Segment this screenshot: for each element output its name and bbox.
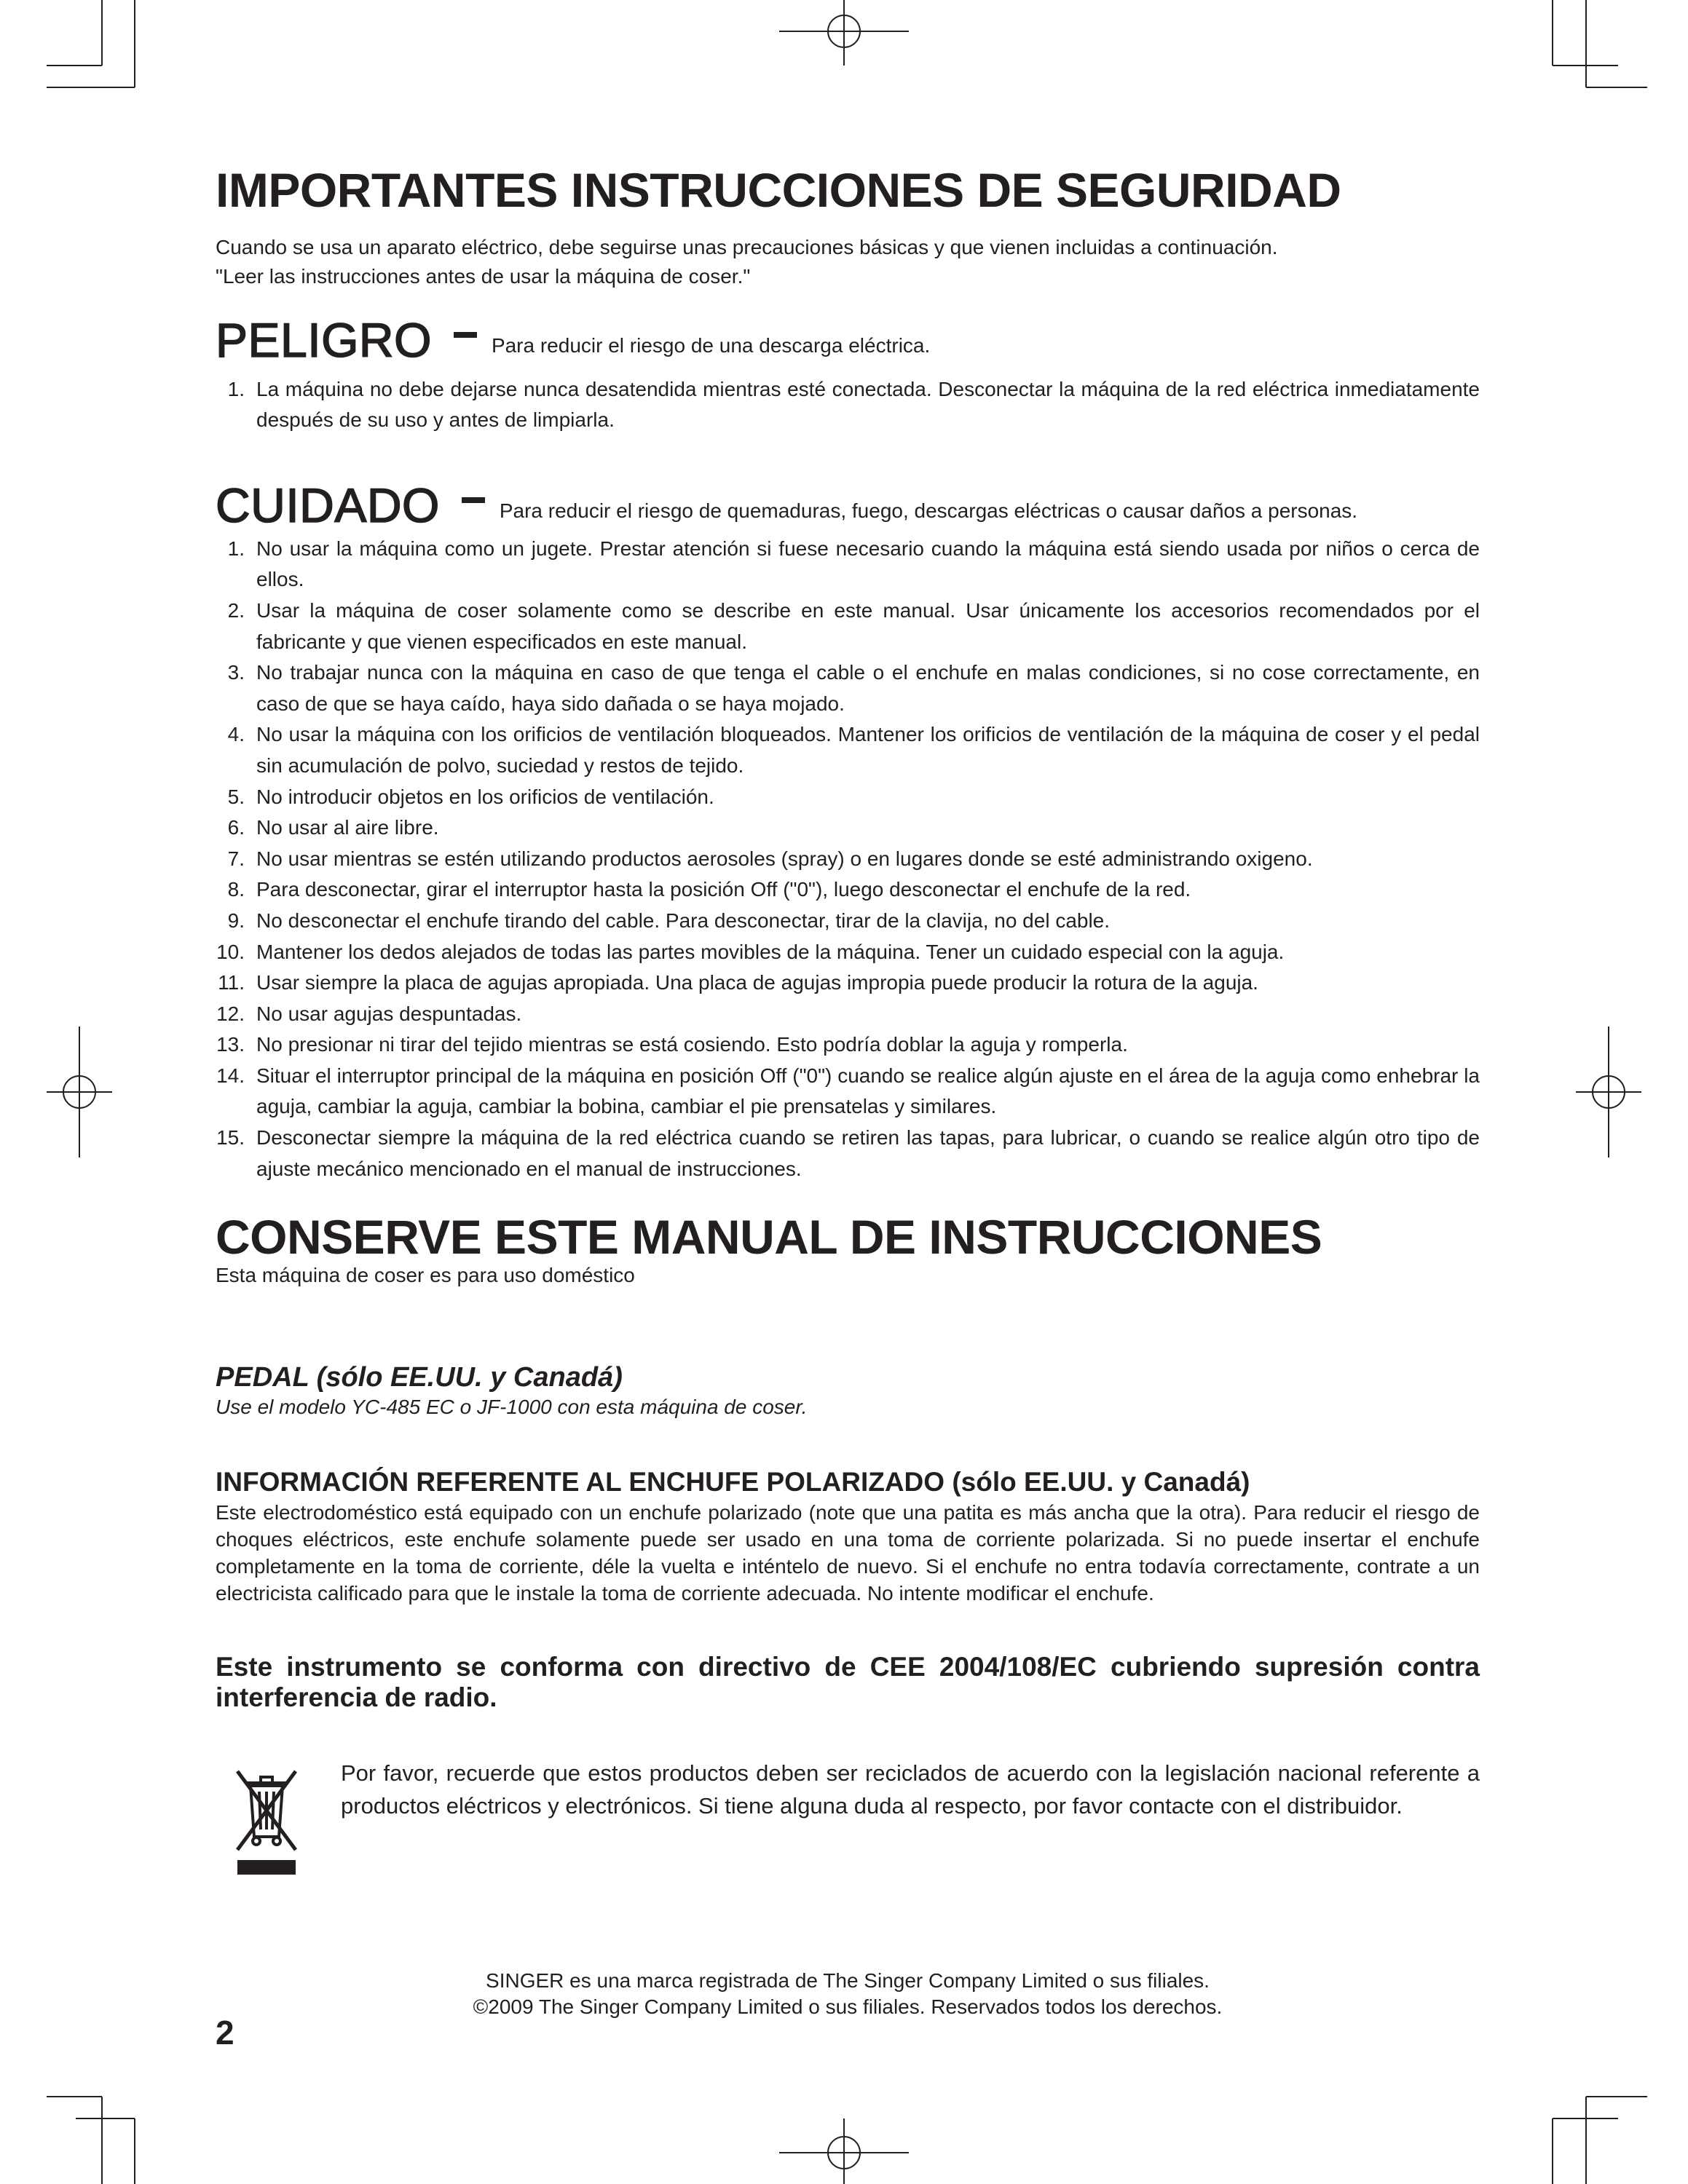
list-item-number: 6. [227, 816, 245, 839]
list-item-number: 7. [227, 847, 245, 870]
list-item [216, 1029, 1480, 1061]
footer-line: ©2009 The Singer Company Limited o sus filiales. Reservados todos los derechos. [473, 1995, 1223, 2018]
cuidado-header [216, 478, 1480, 532]
pedal-section [216, 1361, 1480, 1420]
pedal-text: Use el modelo YC-485 EC o JF-1000 con esta máquina de coser. [216, 1395, 808, 1418]
list-item [216, 534, 1480, 596]
peligro-list [216, 374, 1480, 436]
list-item-number: 4. [227, 723, 245, 746]
list-item-number: 1. [227, 537, 245, 560]
cee-notice: Este instrumento se conforma con directivo de CEE 2004/108/EC cubriendo supresión contra interferencia de radio. [216, 1651, 1480, 1712]
list-item [216, 937, 1480, 968]
list-item [216, 1123, 1480, 1184]
polarized-plug-title: INFORMACIÓN REFERENTE AL ENCHUFE POLARIZADO (sólo EE.UU. y Canadá) [216, 1466, 1250, 1497]
list-item-number: 11. [218, 971, 245, 994]
peligro-description: Para reducir el riesgo de una descarga eléctrica. [491, 333, 931, 357]
weee-crossed-bin-icon [230, 1757, 303, 1884]
list-item-number: 15. [216, 1126, 245, 1150]
list-item-number: 8. [227, 878, 245, 901]
list-item [216, 874, 1480, 906]
list-item [216, 719, 1480, 781]
heading-dash [454, 332, 477, 338]
cuidado-section [216, 478, 1480, 1184]
list-item [216, 906, 1480, 937]
list-item-number: 5. [227, 785, 245, 808]
peligro-header [216, 312, 1480, 367]
list-item-text: No usar la máquina como un jugete. Prestar atención si fuese necesario cuando la máquina está siendo usada por niños o cerca de ellos. [256, 537, 1480, 591]
polarized-plug-text: Este electrodoméstico está equipado con un enchufe polarizado (note que una patita es más ancha que la otra). Para reducir el riesgo de choques eléctricos, este enchufe solamente puede ser usado en una toma de corriente polarizada. Si no puede insertar el enchufe completamente en la toma de corriente, déle la vuelta e inténtelo de nuevo. Si el enchufe no entra todavía correctamente, contrate a un electricista calificado para que le instale la toma de corriente adecuada. No intente modificar el enchufe. [216, 1500, 1480, 1605]
list-item-number: 2. [227, 598, 245, 622]
list-item-number: 9. [227, 909, 245, 932]
list-item-number: 14. [216, 1064, 245, 1087]
pedal-title: PEDAL (sólo EE.UU. y Canadá) [216, 1361, 623, 1393]
list-item-text: No usar mientras se estén utilizando productos aerosoles (spray) o en lugares donde se esté administrando oxigeno. [256, 847, 1313, 870]
page-number: 2 [216, 2014, 235, 2052]
list-item-text: Desconectar siempre la máquina de la red eléctrica cuando se retiren las tapas, para lubricar, o cuando se realice algún otro tipo de ajuste mecánico mencionado en el manual de instrucciones. [256, 1126, 1480, 1180]
recycling-text: Por favor, recuerde que estos productos deben ser reciclados de acuerdo con la legislación nacional referente a productos eléctricos y electrónicos. Si tiene alguna duda al respecto, por favor contacte con el distribuidor. [341, 1760, 1480, 1819]
intro-line: "Leer las instrucciones antes de usar la máquina de coser." [216, 264, 751, 288]
list-item [216, 999, 1480, 1030]
cuidado-heading: CUIDADO [216, 478, 440, 532]
conserve-subtitle: Esta máquina de coser es para uso doméstico [216, 1263, 635, 1286]
list-item [216, 782, 1480, 813]
list-item [216, 374, 1480, 436]
page-title: IMPORTANTES INSTRUCCIONES DE SEGURIDAD [216, 163, 1341, 217]
list-item-text: La máquina no debe dejarse nunca desatendida mientras esté conectada. Desconectar la máquina de la red eléctrica inmediatamente después de su uso y antes de limpiarla. [256, 377, 1480, 432]
list-item-number: 12. [216, 1002, 245, 1025]
list-item-text: Usar la máquina de coser solamente como se describe en este manual. Usar únicamente los accesorios recomendados por el fabricante y que vienen especificados en este manual. [256, 598, 1480, 653]
intro-text [216, 233, 1480, 291]
list-item-number: 13. [216, 1033, 245, 1056]
list-item-text: No usar la máquina con los orificios de ventilación bloqueados. Mantener los orificios de ventilación de la máquina de coser y el pedal sin acumulación de polvo, suciedad y restos de tejido. [256, 723, 1480, 777]
list-item-number: 1. [227, 377, 245, 400]
conserve-title: CONSERVE ESTE MANUAL DE INSTRUCCIONES [216, 1210, 1322, 1265]
footer-line: SINGER es una marca registrada de The Singer Company Limited o sus filiales. [486, 1969, 1210, 1992]
footer [216, 1968, 1480, 2020]
list-item [216, 657, 1480, 719]
heading-dash [462, 497, 485, 503]
list-item-text: No trabajar nunca con la máquina en caso de que tenga el cable o el enchufe en malas condiciones, si no cose correctamente, en caso de que se haya caído, haya sido dañada o se haya mojado. [256, 661, 1480, 715]
intro-line: Cuando se usa un aparato eléctrico, debe seguirse unas precauciones básicas y que vienen incluidas a continuación. [216, 235, 1278, 258]
list-item-number: 3. [227, 661, 245, 684]
polarized-plug-section [216, 1465, 1480, 1607]
list-item-text: No presionar ni tirar del tejido mientras se está cosiendo. Esto podría doblar la aguja y romperla. [256, 1033, 1128, 1056]
page-content [216, 164, 1480, 1884]
list-item [216, 812, 1480, 844]
cuidado-list [216, 534, 1480, 1184]
list-item-text: No introducir objetos en los orificios de ventilación. [256, 785, 714, 808]
cuidado-description: Para reducir el riesgo de quemaduras, fuego, descargas eléctricas o causar daños a personas. [499, 499, 1358, 522]
list-item-text: Situar el interruptor principal de la máquina en posición Off ("0") cuando se realice algún ajuste en el área de la aguja como enhebrar la aguja, cambiar la aguja, cambiar la bobina, cambiar el pie prensatelas y similares. [256, 1064, 1480, 1118]
list-item-text: No desconectar el enchufe tirando del cable. Para desconectar, tirar de la clavija, no del cable. [256, 909, 1111, 932]
peligro-section [216, 312, 1480, 436]
list-item-text: Mantener los dedos alejados de todas las partes movibles de la máquina. Tener un cuidado especial con la aguja. [256, 940, 1285, 963]
list-item-text: Para desconectar, girar el interruptor hasta la posición Off ("0"), luego desconectar el enchufe de la red. [256, 878, 1191, 901]
conserve-section [216, 1212, 1480, 1287]
peligro-heading: PELIGRO [216, 312, 432, 367]
list-item [216, 968, 1480, 999]
list-item-number: 10. [216, 940, 245, 963]
list-item [216, 596, 1480, 657]
list-item-text: Usar siempre la placa de agujas apropiada. Una placa de agujas impropia puede producir la rotura de la aguja. [256, 971, 1258, 994]
list-item-text: No usar agujas despuntadas. [256, 1002, 522, 1025]
list-item-text: No usar al aire libre. [256, 816, 439, 839]
recycling-section [216, 1757, 1480, 1884]
list-item [216, 1061, 1480, 1123]
list-item [216, 844, 1480, 875]
cee-notice-section [216, 1652, 1480, 1713]
